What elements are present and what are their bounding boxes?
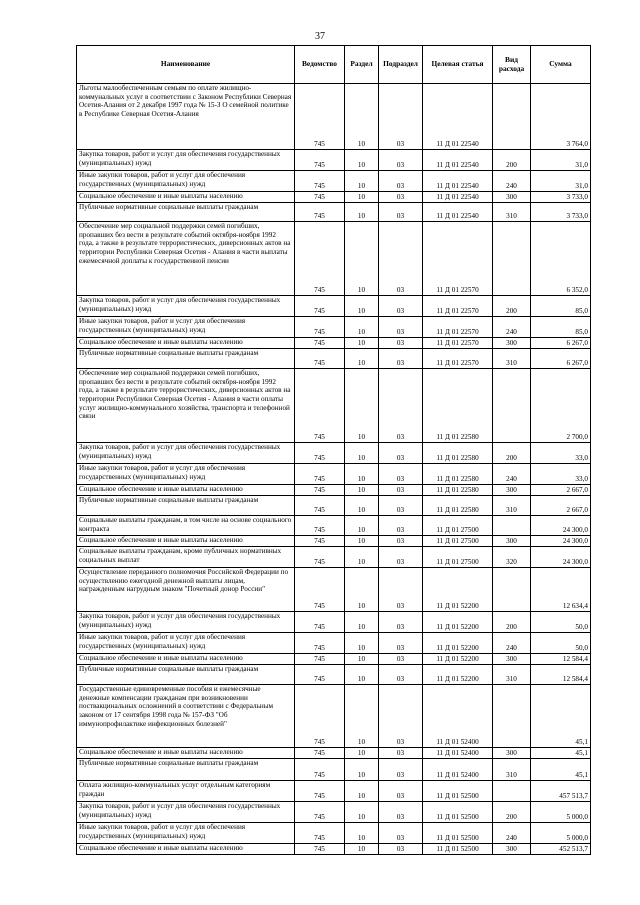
row-celevaya-statya: 11 Д 01 52400 [423, 685, 493, 748]
row-summa: 457 513,7 [531, 781, 591, 802]
row-celevaya-statya: 11 Д 01 22580 [423, 369, 493, 443]
row-summa: 45,1 [531, 685, 591, 748]
row-razdel: 10 [345, 844, 379, 855]
row-summa: 31,0 [531, 171, 591, 192]
row-celevaya-statya: 11 Д 01 22540 [423, 171, 493, 192]
row-summa: 3 733,0 [531, 203, 591, 222]
row-vid-rashoda: 300 [493, 338, 531, 349]
header-summa: Сумма [531, 46, 591, 84]
table-row [77, 485, 591, 496]
table-row [77, 192, 591, 203]
row-summa: 24 300,0 [531, 516, 591, 536]
table-row [77, 443, 591, 464]
row-razdel: 10 [345, 633, 379, 654]
row-summa: 33,0 [531, 443, 591, 464]
row-razdel: 10 [345, 296, 379, 317]
row-vid-rashoda [493, 84, 531, 150]
row-podrazdel: 03 [379, 654, 423, 665]
row-summa: 12 584,4 [531, 654, 591, 665]
table-row [77, 568, 591, 612]
row-vedomstvo: 745 [295, 802, 345, 823]
table-row [77, 844, 591, 855]
row-razdel: 10 [345, 84, 379, 150]
row-celevaya-statya: 11 Д 01 22580 [423, 496, 493, 516]
row-summa: 85,0 [531, 296, 591, 317]
row-vedomstvo: 745 [295, 338, 345, 349]
row-podrazdel: 03 [379, 171, 423, 192]
row-celevaya-statya: 11 Д 01 27500 [423, 536, 493, 547]
row-razdel: 10 [345, 464, 379, 485]
row-summa: 45,1 [531, 759, 591, 781]
row-celevaya-statya: 11 Д 01 22540 [423, 203, 493, 222]
row-vid-rashoda: 240 [493, 633, 531, 654]
row-podrazdel: 03 [379, 802, 423, 823]
row-podrazdel: 03 [379, 759, 423, 781]
row-summa: 50,0 [531, 612, 591, 633]
table-row [77, 349, 591, 369]
row-razdel: 10 [345, 171, 379, 192]
row-podrazdel: 03 [379, 612, 423, 633]
table-row [77, 338, 591, 349]
table-row [77, 633, 591, 654]
row-razdel: 10 [345, 759, 379, 781]
row-razdel: 10 [345, 547, 379, 568]
table-row [77, 654, 591, 665]
row-summa: 6 267,0 [531, 338, 591, 349]
row-razdel: 10 [345, 748, 379, 759]
row-razdel: 10 [345, 612, 379, 633]
row-vedomstvo: 745 [295, 485, 345, 496]
table-row [77, 496, 591, 516]
row-vedomstvo: 745 [295, 654, 345, 665]
row-podrazdel: 03 [379, 685, 423, 748]
row-summa: 33,0 [531, 464, 591, 485]
row-vedomstvo: 745 [295, 296, 345, 317]
row-vedomstvo: 745 [295, 150, 345, 171]
row-vedomstvo: 745 [295, 317, 345, 338]
row-celevaya-statya: 11 Д 01 22570 [423, 349, 493, 369]
row-vid-rashoda: 200 [493, 612, 531, 633]
row-vid-rashoda: 320 [493, 547, 531, 568]
row-vid-rashoda: 310 [493, 203, 531, 222]
header-row [77, 46, 591, 84]
row-name: Социальное обеспечение и иные выплаты населению [77, 748, 295, 759]
row-name: Закупка товаров, работ и услуг для обеспечения государственных (муниципальных) нужд [77, 150, 295, 171]
row-razdel: 10 [345, 516, 379, 536]
row-vid-rashoda: 240 [493, 317, 531, 338]
row-vid-rashoda [493, 781, 531, 802]
row-summa: 5 000,0 [531, 823, 591, 844]
table-row [77, 317, 591, 338]
row-razdel: 10 [345, 568, 379, 612]
row-razdel: 10 [345, 203, 379, 222]
row-celevaya-statya: 11 Д 01 52400 [423, 748, 493, 759]
row-vedomstvo: 745 [295, 496, 345, 516]
header-razdel: Раздел [345, 46, 379, 84]
row-name: Иные закупки товаров, работ и услуг для обеспечения государственных (муниципальных) нужд [77, 464, 295, 485]
row-vid-rashoda: 310 [493, 496, 531, 516]
row-vid-rashoda: 300 [493, 485, 531, 496]
row-vedomstvo: 745 [295, 516, 345, 536]
row-celevaya-statya: 11 Д 01 22570 [423, 338, 493, 349]
row-vedomstvo: 745 [295, 443, 345, 464]
row-razdel: 10 [345, 496, 379, 516]
row-summa: 45,1 [531, 748, 591, 759]
row-vedomstvo: 745 [295, 222, 345, 296]
row-razdel: 10 [345, 485, 379, 496]
row-vedomstvo: 745 [295, 823, 345, 844]
row-vid-rashoda: 300 [493, 748, 531, 759]
row-podrazdel: 03 [379, 496, 423, 516]
row-summa: 12 584,4 [531, 665, 591, 685]
row-summa: 31,0 [531, 150, 591, 171]
table-row [77, 150, 591, 171]
row-vedomstvo: 745 [295, 781, 345, 802]
table-row [77, 612, 591, 633]
row-podrazdel: 03 [379, 665, 423, 685]
row-razdel: 10 [345, 685, 379, 748]
row-summa: 24 300,0 [531, 536, 591, 547]
row-celevaya-statya: 11 Д 01 52200 [423, 633, 493, 654]
header-celevaya-statya: Целевая статья [423, 46, 493, 84]
row-name: Иные закупки товаров, работ и услуг для обеспечения государственных (муниципальных) нужд [77, 633, 295, 654]
row-razdel: 10 [345, 222, 379, 296]
row-summa: 6 267,0 [531, 349, 591, 369]
table-row [77, 296, 591, 317]
row-vid-rashoda: 310 [493, 665, 531, 685]
row-vedomstvo: 745 [295, 568, 345, 612]
row-name: Социальное обеспечение и иные выплаты населению [77, 844, 295, 855]
row-vedomstvo: 745 [295, 685, 345, 748]
row-razdel: 10 [345, 781, 379, 802]
row-vid-rashoda: 300 [493, 536, 531, 547]
row-podrazdel: 03 [379, 516, 423, 536]
table-row [77, 464, 591, 485]
budget-table [76, 45, 591, 855]
row-podrazdel: 03 [379, 192, 423, 203]
row-celevaya-statya: 11 Д 01 52200 [423, 654, 493, 665]
row-summa: 6 352,0 [531, 222, 591, 296]
table-row [77, 222, 591, 296]
row-vedomstvo: 745 [295, 349, 345, 369]
row-razdel: 10 [345, 443, 379, 464]
row-name: Осуществление переданного полномочия Российской Федерации по осуществлению ежегодной денежной выплаты лицам, награжденным нагрудным знаком "Почетный донор России" [77, 568, 295, 612]
row-celevaya-statya: 11 Д 01 22540 [423, 192, 493, 203]
row-name: Иные закупки товаров, работ и услуг для обеспечения государственных (муниципальных) нужд [77, 823, 295, 844]
row-vid-rashoda: 240 [493, 823, 531, 844]
row-name: Публичные нормативные социальные выплаты гражданам [77, 496, 295, 516]
row-celevaya-statya: 11 Д 01 52500 [423, 844, 493, 855]
row-vedomstvo: 745 [295, 84, 345, 150]
row-name: Обеспечение мер социальной поддержки семей погибших, пропавших без вести в результате событий октября-ноября 1992 года, а также в результате террористических, диверсионных актов на территории Республики Северная Осетия - Алания в части оплаты услуг жилищно-коммунального хозяйства, транспорта и телефонной связи [77, 369, 295, 443]
row-name: Обеспечение мер социальной поддержки семей погибших, пропавших без вести в результате событий октября-ноября 1992 года, а также в результате террористических, диверсионных актов на территории Республики Северная Осетия - Алания в части выплаты ежемесячной доплаты к государственной пенсии [77, 222, 295, 296]
row-podrazdel: 03 [379, 296, 423, 317]
row-podrazdel: 03 [379, 464, 423, 485]
row-razdel: 10 [345, 150, 379, 171]
table-row [77, 536, 591, 547]
row-vid-rashoda: 240 [493, 171, 531, 192]
row-celevaya-statya: 11 Д 01 52200 [423, 665, 493, 685]
row-name: Социальное обеспечение и иные выплаты населению [77, 536, 295, 547]
row-vid-rashoda: 300 [493, 654, 531, 665]
row-vedomstvo: 745 [295, 547, 345, 568]
row-celevaya-statya: 11 Д 01 22540 [423, 150, 493, 171]
row-vid-rashoda: 200 [493, 443, 531, 464]
row-name: Оплата жилищно-коммунальных услуг отдельным категориям граждан [77, 781, 295, 802]
row-name: Социальное обеспечение и иные выплаты населению [77, 338, 295, 349]
row-vedomstvo: 745 [295, 633, 345, 654]
row-podrazdel: 03 [379, 536, 423, 547]
row-name: Закупка товаров, работ и услуг для обеспечения государственных (муниципальных) нужд [77, 612, 295, 633]
row-vedomstvo: 745 [295, 536, 345, 547]
row-summa: 3 733,0 [531, 192, 591, 203]
page-number: 37 [315, 31, 325, 42]
row-name: Иные закупки товаров, работ и услуг для обеспечения государственных (муниципальных) нужд [77, 317, 295, 338]
table-row [77, 759, 591, 781]
row-summa: 2 667,0 [531, 485, 591, 496]
row-name: Публичные нормативные социальные выплаты гражданам [77, 349, 295, 369]
table-row [77, 685, 591, 748]
row-vedomstvo: 745 [295, 759, 345, 781]
row-celevaya-statya: 11 Д 01 52400 [423, 759, 493, 781]
row-summa: 3 764,0 [531, 84, 591, 150]
row-vid-rashoda: 310 [493, 759, 531, 781]
row-podrazdel: 03 [379, 349, 423, 369]
row-podrazdel: 03 [379, 633, 423, 654]
row-name: Социальные выплаты гражданам, в том числе на основе социального контракта [77, 516, 295, 536]
table-row [77, 516, 591, 536]
row-name: Закупка товаров, работ и услуг для обеспечения государственных (муниципальных) нужд [77, 296, 295, 317]
row-vid-rashoda: 300 [493, 192, 531, 203]
table-row [77, 84, 591, 150]
row-celevaya-statya: 11 Д 01 52200 [423, 612, 493, 633]
table-row [77, 781, 591, 802]
row-name: Закупка товаров, работ и услуг для обеспечения государственных (муниципальных) нужд [77, 443, 295, 464]
row-vid-rashoda: 240 [493, 464, 531, 485]
row-vid-rashoda [493, 369, 531, 443]
row-celevaya-statya: 11 Д 01 27500 [423, 516, 493, 536]
header-vedomstvo: Ведомство [295, 46, 345, 84]
row-podrazdel: 03 [379, 338, 423, 349]
row-razdel: 10 [345, 349, 379, 369]
row-podrazdel: 03 [379, 748, 423, 759]
row-razdel: 10 [345, 654, 379, 665]
row-podrazdel: 03 [379, 369, 423, 443]
row-name: Публичные нормативные социальные выплаты гражданам [77, 203, 295, 222]
row-podrazdel: 03 [379, 150, 423, 171]
table-row [77, 823, 591, 844]
row-vid-rashoda: 200 [493, 802, 531, 823]
row-celevaya-statya: 11 Д 01 22570 [423, 296, 493, 317]
row-celevaya-statya: 11 Д 01 27500 [423, 547, 493, 568]
row-name: Иные закупки товаров, работ и услуг для обеспечения государственных (муниципальных) нужд [77, 171, 295, 192]
row-razdel: 10 [345, 665, 379, 685]
row-celevaya-statya: 11 Д 01 22570 [423, 317, 493, 338]
row-summa: 2 700,0 [531, 369, 591, 443]
row-podrazdel: 03 [379, 547, 423, 568]
row-celevaya-statya: 11 Д 01 52200 [423, 568, 493, 612]
row-celevaya-statya: 11 Д 01 52500 [423, 802, 493, 823]
row-summa: 5 000,0 [531, 802, 591, 823]
header-podrazdel: Подраздел [379, 46, 423, 84]
row-razdel: 10 [345, 802, 379, 823]
table-row [77, 665, 591, 685]
row-vedomstvo: 745 [295, 844, 345, 855]
row-summa: 85,0 [531, 317, 591, 338]
row-razdel: 10 [345, 823, 379, 844]
row-summa: 452 513,7 [531, 844, 591, 855]
row-name: Социальное обеспечение и иные выплаты населению [77, 654, 295, 665]
row-celevaya-statya: 11 Д 01 22570 [423, 222, 493, 296]
row-vedomstvo: 745 [295, 369, 345, 443]
row-summa: 2 667,0 [531, 496, 591, 516]
table-row [77, 203, 591, 222]
row-vid-rashoda: 200 [493, 296, 531, 317]
row-name: Социальное обеспечение и иные выплаты населению [77, 485, 295, 496]
row-vid-rashoda: 310 [493, 349, 531, 369]
row-vid-rashoda: 200 [493, 150, 531, 171]
row-podrazdel: 03 [379, 84, 423, 150]
row-name: Публичные нормативные социальные выплаты гражданам [77, 665, 295, 685]
row-razdel: 10 [345, 317, 379, 338]
row-vid-rashoda [493, 516, 531, 536]
row-celevaya-statya: 11 Д 01 22580 [423, 443, 493, 464]
row-summa: 24 300,0 [531, 547, 591, 568]
row-vedomstvo: 745 [295, 464, 345, 485]
row-podrazdel: 03 [379, 823, 423, 844]
row-razdel: 10 [345, 369, 379, 443]
row-vedomstvo: 745 [295, 612, 345, 633]
table-row [77, 802, 591, 823]
row-summa: 12 634,4 [531, 568, 591, 612]
row-vedomstvo: 745 [295, 171, 345, 192]
row-podrazdel: 03 [379, 317, 423, 338]
row-razdel: 10 [345, 192, 379, 203]
row-podrazdel: 03 [379, 844, 423, 855]
row-name: Государственные единовременные пособия и ежемесячные денежные компенсации гражданам при возникновении поствакцинальных осложнений в соответствии с Федеральным законом от 17 сентября 1998 года № 157-ФЗ "Об иммунопрофилактике инфекционных болезней" [77, 685, 295, 748]
row-celevaya-statya: 11 Д 01 52500 [423, 823, 493, 844]
row-name: Социальные выплаты гражданам, кроме публичных нормативных социальных выплат [77, 547, 295, 568]
row-podrazdel: 03 [379, 568, 423, 612]
header-name: Наименование [77, 46, 295, 84]
row-razdel: 10 [345, 536, 379, 547]
row-razdel: 10 [345, 338, 379, 349]
row-name: Льготы малообеспеченным семьям по оплате жилищно-коммунальных услуг в соответствии с Законом Республики Северная Осетия-Алания от 2 декабря 1997 года № 15-З О семейной политике в Республике Северная Осетия-Алания [77, 84, 295, 150]
row-vid-rashoda [493, 685, 531, 748]
row-vid-rashoda: 300 [493, 844, 531, 855]
row-name: Закупка товаров, работ и услуг для обеспечения государственных (муниципальных) нужд [77, 802, 295, 823]
row-vedomstvo: 745 [295, 203, 345, 222]
row-podrazdel: 03 [379, 443, 423, 464]
table-row [77, 547, 591, 568]
row-name: Социальное обеспечение и иные выплаты населению [77, 192, 295, 203]
row-podrazdel: 03 [379, 781, 423, 802]
row-celevaya-statya: 11 Д 01 52500 [423, 781, 493, 802]
row-vid-rashoda [493, 568, 531, 612]
row-vid-rashoda [493, 222, 531, 296]
row-celevaya-statya: 11 Д 01 22580 [423, 485, 493, 496]
row-podrazdel: 03 [379, 485, 423, 496]
row-vedomstvo: 745 [295, 665, 345, 685]
table-row [77, 748, 591, 759]
table-row [77, 171, 591, 192]
row-summa: 50,0 [531, 633, 591, 654]
row-celevaya-statya: 11 Д 01 22580 [423, 464, 493, 485]
table-row [77, 369, 591, 443]
row-celevaya-statya: 11 Д 01 22540 [423, 84, 493, 150]
row-vedomstvo: 745 [295, 748, 345, 759]
row-podrazdel: 03 [379, 203, 423, 222]
row-vedomstvo: 745 [295, 192, 345, 203]
row-name: Публичные нормативные социальные выплаты гражданам [77, 759, 295, 781]
row-podrazdel: 03 [379, 222, 423, 296]
header-vid-rashoda: Вид расхода [493, 46, 531, 84]
